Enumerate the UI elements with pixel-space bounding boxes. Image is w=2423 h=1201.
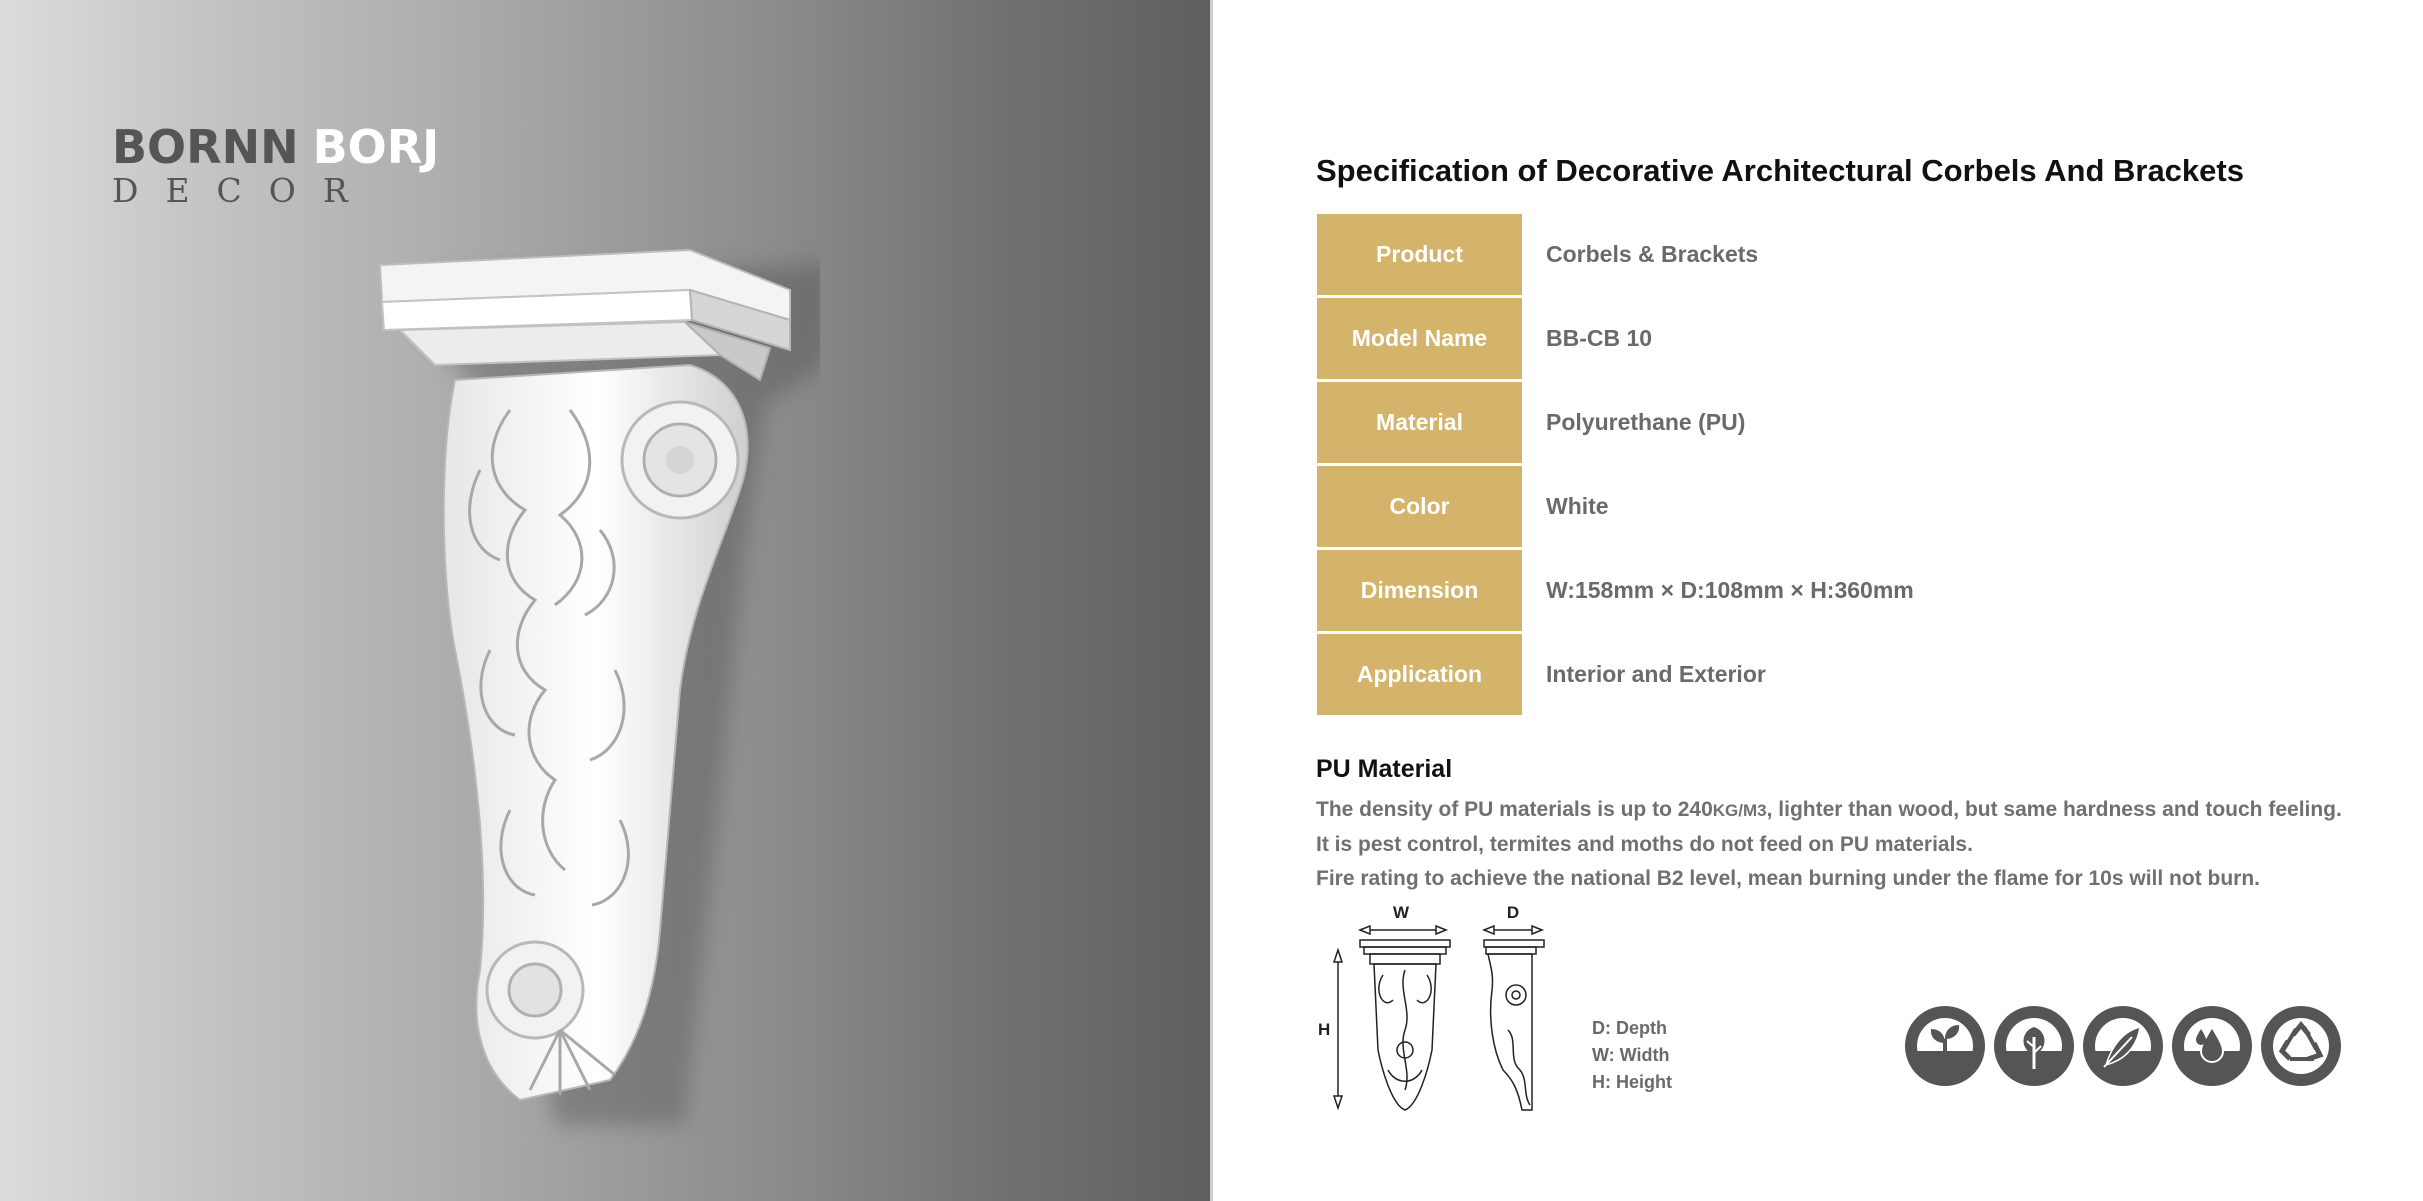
spec-key: Color xyxy=(1317,465,1522,549)
pu-line-2: It is pest control, termites and moths do not feed on PU materials. xyxy=(1316,833,1973,856)
brand-word-2: BORJ xyxy=(312,120,440,174)
property-badges xyxy=(1904,1005,2349,1087)
spec-value: Polyurethane (PU) xyxy=(1522,381,1914,465)
pu-line-3: Fire rating to achieve the national B2 level, mean burning under the flame for 10s will not burn. xyxy=(1316,867,2261,890)
density-unit: KG/M3 xyxy=(1712,801,1767,820)
spec-value: White xyxy=(1522,465,1914,549)
spec-row-application xyxy=(1317,633,1914,717)
pu-line-1: The density of PU materials is up to 240KG/M3, lighter than wood, but same hardness and touch feeling. xyxy=(1316,798,2342,821)
brand-logo xyxy=(112,120,440,210)
spec-key: Material xyxy=(1317,381,1522,465)
spec-value: W:158mm × D:108mm × H:360mm xyxy=(1522,549,1914,633)
hypoallergenic-badge xyxy=(2082,1005,2164,1087)
spec-key: Dimension xyxy=(1317,549,1522,633)
legend-depth: D: Depth xyxy=(1592,1018,1667,1038)
legend-width: W: Width xyxy=(1592,1045,1670,1065)
brand-sub: DECOR xyxy=(112,171,375,210)
spec-key: Product xyxy=(1317,214,1522,297)
brand-word-1: BORNN xyxy=(112,120,299,174)
dimension-drawing xyxy=(1308,900,1558,1120)
spec-row-product xyxy=(1317,214,1914,297)
spec-value: BB-CB 10 xyxy=(1522,297,1914,381)
spec-table xyxy=(1317,214,1914,718)
spec-key: Application xyxy=(1317,633,1522,717)
biodegradable-badge xyxy=(2260,1005,2342,1087)
pu-material-description xyxy=(1316,793,2342,896)
spec-row-dimension xyxy=(1317,549,1914,633)
spec-value: Corbels & Brackets xyxy=(1522,214,1914,297)
spec-row-model-name xyxy=(1317,297,1914,381)
pu-material-heading: PU Material xyxy=(1316,755,1453,783)
spec-value: Interior and Exterior xyxy=(1522,633,1914,717)
dimension-legend xyxy=(1592,1015,1672,1096)
height-label: H xyxy=(1318,1020,1331,1039)
cfc-free-badge xyxy=(1993,1005,2075,1087)
moisture-resistant-badge xyxy=(2171,1005,2253,1087)
spec-row-material xyxy=(1317,381,1914,465)
spec-key: Model Name xyxy=(1317,297,1522,381)
corbel-product-image xyxy=(360,230,820,1150)
width-label: W xyxy=(1392,903,1410,922)
depth-label: D xyxy=(1506,903,1520,922)
formaldehyde-free-badge xyxy=(1904,1005,1986,1087)
spec-row-color xyxy=(1317,465,1914,549)
spec-title: Specification of Decorative Architectural Corbels And Brackets xyxy=(1316,153,2244,188)
photo-frame-edge xyxy=(1210,0,1213,1201)
legend-height: H: Height xyxy=(1592,1072,1672,1092)
